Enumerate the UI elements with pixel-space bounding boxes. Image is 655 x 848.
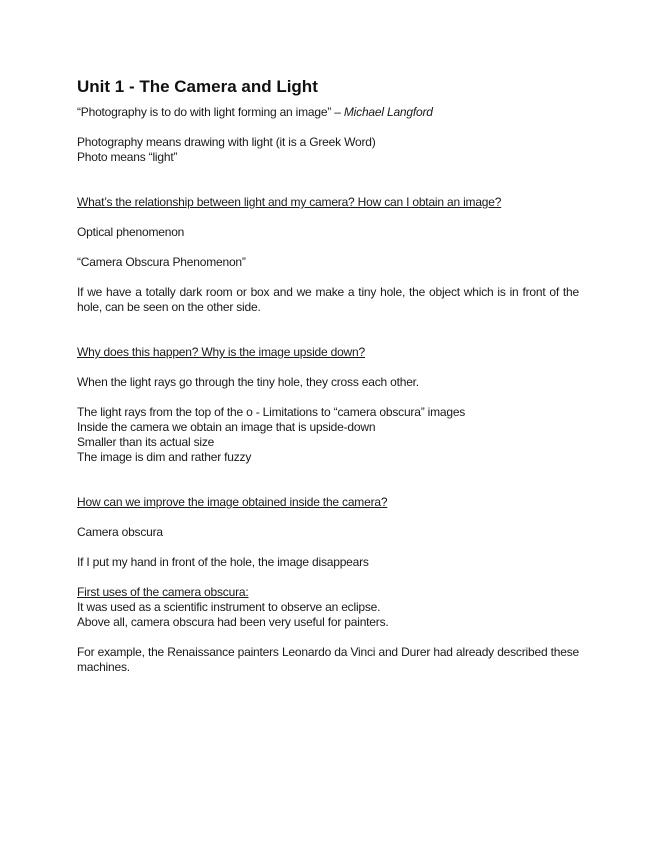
limitations-line-2: Inside the camera we obtain an image that is upside-down bbox=[77, 420, 376, 434]
optical-phenomenon-text: Optical phenomenon bbox=[77, 225, 185, 239]
page-title: Unit 1 - The Camera and Light bbox=[77, 77, 318, 96]
limitations-line-4: The image is dim and rather fuzzy bbox=[77, 450, 252, 464]
section-heading-improve: How can we improve the image obtained inside the camera? bbox=[77, 495, 388, 509]
renaissance-paragraph: For example, the Renaissance painters Leonardo da Vinci and Durer had already described these machines. bbox=[77, 645, 579, 674]
quote-text: “Photography is to do with light forming an image” – bbox=[77, 105, 344, 119]
limitations-line-3: Smaller than its actual size bbox=[77, 435, 215, 449]
quote-author: Michael Langford bbox=[343, 105, 433, 119]
light-rays-cross-text: When the light rays go through the tiny hole, they cross each other. bbox=[77, 375, 419, 389]
section-heading-relationship: What’s the relationship between light and my camera? How can I obtain an image? bbox=[77, 195, 502, 209]
intro-line-1: Photography means drawing with light (it is a Greek Word) bbox=[77, 135, 376, 149]
camera-obscura-phenomenon-text: “Camera Obscura Phenomenon” bbox=[77, 255, 246, 269]
first-uses-line-2: Above all, camera obscura had been very useful for painters. bbox=[77, 615, 389, 629]
intro-line-2: Photo means “light” bbox=[77, 150, 178, 164]
quote-paragraph bbox=[77, 105, 579, 120]
section-heading-why: Why does this happen? Why is the image upside down? bbox=[77, 345, 365, 359]
camera-obscura-text: Camera obscura bbox=[77, 525, 163, 539]
hand-in-front-text: If I put my hand in front of the hole, the image disappears bbox=[77, 555, 369, 569]
first-uses-heading: First uses of the camera obscura: bbox=[77, 585, 249, 599]
document-content bbox=[77, 76, 579, 675]
dark-room-paragraph: If we have a totally dark room or box and we make a tiny hole, the object which is in front of the hole, can be seen on the other side. bbox=[77, 285, 579, 314]
first-uses-line-1: It was used as a scientific instrument to observe an eclipse. bbox=[77, 600, 381, 614]
limitations-line-1: The light rays from the top of the o - Limitations to “camera obscura” images bbox=[77, 405, 466, 419]
